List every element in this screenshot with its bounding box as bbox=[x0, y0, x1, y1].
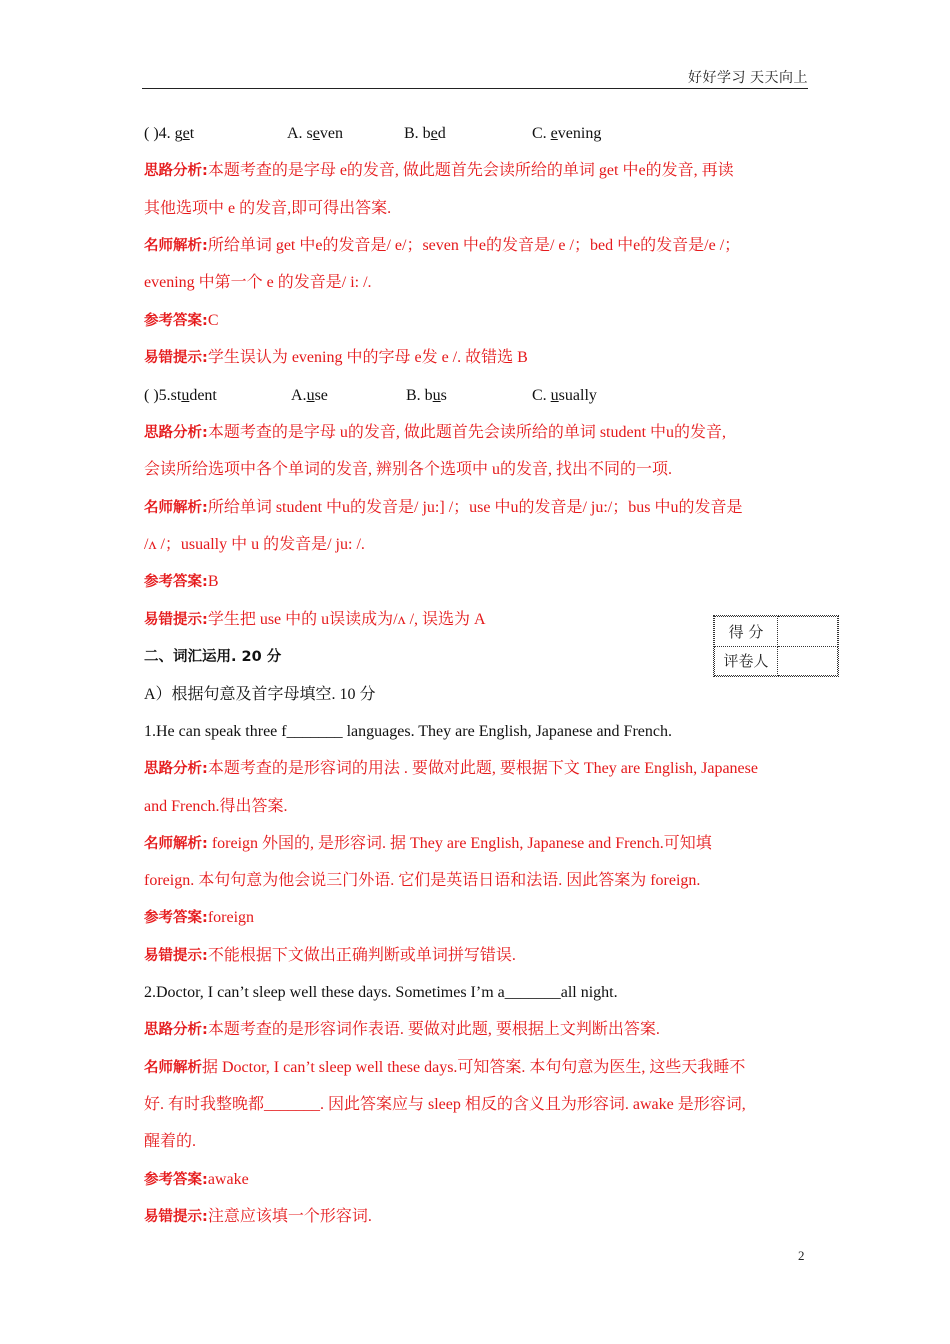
q4-teacher: 名师解析:所给单词 get 中e的发音是/ e/；seven 中e的发音是/ e /；bed 中e的发音是/e /； bbox=[144, 237, 741, 254]
q5-option-a: A.use bbox=[291, 387, 328, 404]
v2-answer: 参考答案:awake bbox=[144, 1171, 249, 1188]
v1-question: 1.He can speak three f_______ languages. They are English, Japanese and French. bbox=[144, 723, 672, 740]
q4-option-b: B. bed bbox=[404, 125, 446, 142]
v2-teacher: 名师解析据 Doctor, I can’t sleep well these days.可知答案. 本句句意为医生, 这些天我睡不 bbox=[144, 1059, 746, 1076]
q4-word: get bbox=[174, 125, 195, 142]
q4-analysis-cont: 其他选项中 e 的发音,即可得出答案. bbox=[144, 200, 392, 217]
q5-teacher-cont: /ʌ /；usually 中 u 的发音是/ ju: /. bbox=[144, 536, 365, 553]
score-label: 得 分 bbox=[715, 617, 778, 647]
v1-teacher-cont: foreign. 本句句意为他会说三门外语. 它们是英语日语和法语. 因此答案为 foreign. bbox=[144, 872, 701, 889]
q4-option-c: C. evening bbox=[532, 125, 602, 142]
header-rule bbox=[142, 88, 808, 89]
q5-word: student bbox=[170, 387, 217, 404]
q4-teacher-cont: evening 中第一个 e 的发音是/ i: /. bbox=[144, 274, 372, 291]
q4-answer: 参考答案:C bbox=[144, 312, 219, 329]
q5-answer: 参考答案:B bbox=[144, 573, 219, 590]
q5-tip: 易错提示:学生把 use 中的 u误读成为/ʌ /, 误选为 A bbox=[144, 611, 486, 628]
score-box bbox=[713, 615, 839, 677]
q4-question-line bbox=[144, 123, 602, 145]
v2-teacher-cont-2: 醒着的. bbox=[144, 1133, 197, 1150]
q4-tip: 易错提示:学生误认为 evening 中的字母 e发 e /. 故错选 B bbox=[144, 349, 528, 366]
v1-answer: 参考答案:foreign bbox=[144, 909, 255, 926]
q4-option-a: A. seven bbox=[287, 125, 343, 142]
grader-label: 评卷人 bbox=[715, 646, 778, 676]
v2-teacher-cont: 好. 有时我整晚都_______. 因此答案应与 sleep 相反的含义且为形容词. awake 是形容词, bbox=[144, 1096, 746, 1113]
v2-tip: 易错提示:注意应该填一个形容词. bbox=[144, 1208, 372, 1225]
q5-option-b: B. bus bbox=[406, 387, 447, 404]
q5-analysis: 思路分析:本题考查的是字母 u的发音, 做此题首先会读所给的单词 student 中u的发音, bbox=[144, 424, 727, 441]
header-text: 好好学习 天天向上 bbox=[688, 71, 808, 86]
q5-analysis-cont: 会读所给选项中各个单词的发音, 辨别各个选项中 u的发音, 找出不同的一项. bbox=[144, 461, 673, 478]
v2-analysis: 思路分析:本题考查的是形容词作表语. 要做对此题, 要根据上文判断出答案. bbox=[144, 1021, 660, 1038]
q5-question-line bbox=[144, 385, 597, 407]
page-number: 2 bbox=[798, 1248, 805, 1263]
v1-analysis: 思路分析:本题考查的是形容词的用法 . 要做对此题, 要根据下文 They are English, Japanese bbox=[144, 760, 758, 777]
q5-option-c: C. usually bbox=[532, 387, 597, 404]
q4-paren: ( )4. bbox=[144, 125, 175, 142]
q5-paren: ( )5. bbox=[144, 387, 171, 404]
v1-analysis-cont: and French.得出答案. bbox=[144, 798, 288, 815]
section-subtitle: A）根据句意及首字母填空. 10 分 bbox=[144, 686, 376, 703]
score-cell bbox=[778, 617, 838, 647]
v1-tip: 易错提示:不能根据下文做出正确判断或单词拼写错误. bbox=[144, 947, 516, 964]
v1-teacher: 名师解析: foreign 外国的, 是形容词. 据 They are English, Japanese and French.可知填 bbox=[144, 835, 712, 852]
v2-question: 2.Doctor, I can’t sleep well these days. Sometimes I’m a_______all night. bbox=[144, 984, 618, 1001]
q5-teacher: 名师解析:所给单词 student 中u的发音是/ ju:] /；use 中u的发音是/ ju:/；bus 中u的发音是 bbox=[144, 499, 743, 516]
section-title: 二、词汇运用. 20 分 bbox=[144, 649, 282, 665]
grader-cell bbox=[778, 646, 838, 676]
q4-analysis: 思路分析:本题考查的是字母 e的发音, 做此题首先会读所给的单词 get 中e的发音, 再读 bbox=[144, 162, 734, 179]
